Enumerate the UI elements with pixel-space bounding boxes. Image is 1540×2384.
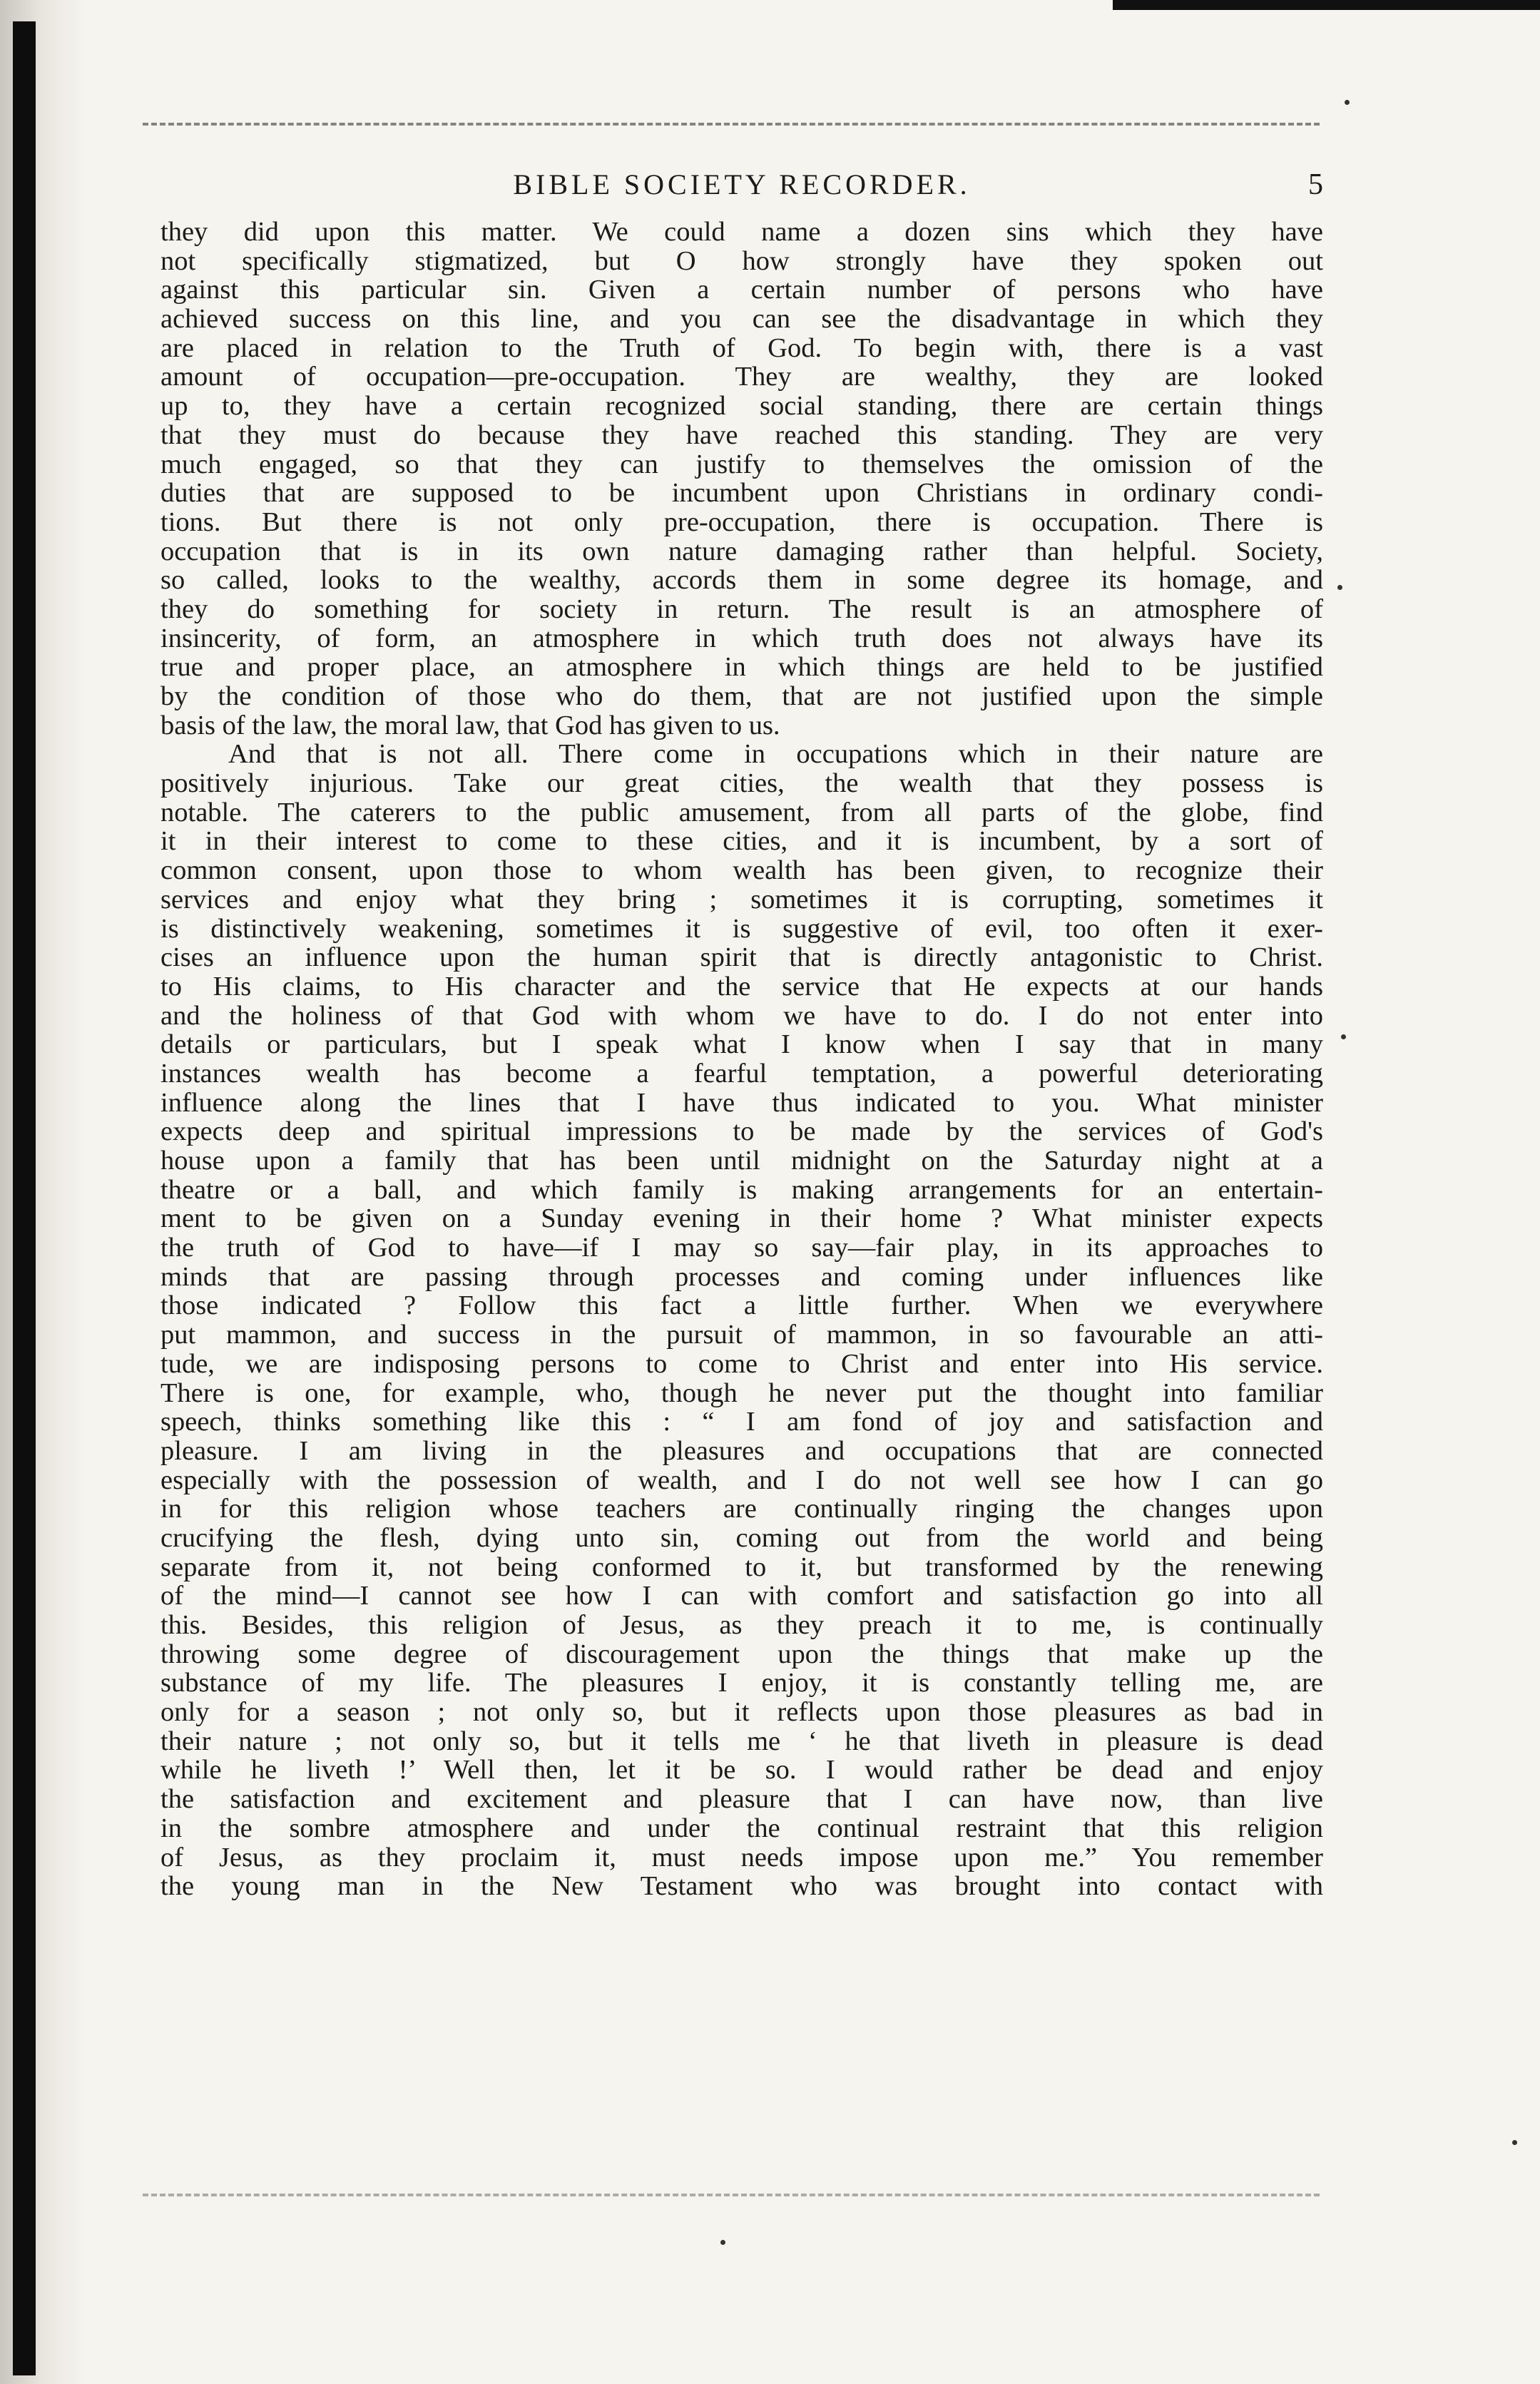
text-line: are placed in relation to the Truth of God. To begin with, there is a vast bbox=[160, 333, 1323, 363]
text-line: separate from it, not being conformed to it, but transformed by the renewing bbox=[160, 1552, 1323, 1582]
text-line: especially with the possession of wealth, and I do not well see how I can go bbox=[160, 1465, 1323, 1495]
text-line: the young man in the New Testament who was brought into contact with bbox=[160, 1872, 1323, 1901]
text-line: so called, looks to the wealthy, accords them in some degree its homage, and bbox=[160, 566, 1323, 595]
text-line: substance of my life. The pleasures I enjoy, it is constantly telling me, are bbox=[160, 1669, 1323, 1698]
book-spine-edge bbox=[13, 21, 36, 2375]
text-line: positively injurious. Take our great cities, the wealth that they possess is bbox=[160, 769, 1323, 798]
text-line: minds that are passing through processes and coming under influences like bbox=[160, 1262, 1323, 1292]
text-line: those indicated ? Follow this fact a little further. When we everywhere bbox=[160, 1291, 1323, 1321]
text-line: the satisfaction and excitement and pleasure that I can have now, than live bbox=[160, 1785, 1323, 1814]
text-line: theatre or a ball, and which family is making arrangements for an entertain- bbox=[160, 1175, 1323, 1205]
print-speck bbox=[1345, 100, 1350, 105]
text-line: put mammon, and success in the pursuit of mammon, in so favourable an atti- bbox=[160, 1320, 1323, 1350]
text-line: duties that are supposed to be incumbent upon Christians in ordinary condi- bbox=[160, 479, 1323, 508]
text-line: influence along the lines that I have thus indicated to you. What minister bbox=[160, 1088, 1323, 1118]
text-line: it in their interest to come to these cities, and it is incumbent, by a sort of bbox=[160, 827, 1323, 857]
text-line: throwing some degree of discouragement upon the things that make up the bbox=[160, 1639, 1323, 1669]
text-line: services and enjoy what they bring ; sometimes it is corrupting, sometimes it bbox=[160, 885, 1323, 915]
text-line: only for a season ; not only so, but it reflects upon those pleasures as bad in bbox=[160, 1698, 1323, 1727]
text-line: occupation that is in its own nature damaging rather than helpful. Society, bbox=[160, 536, 1323, 566]
text-line: this. Besides, this religion of Jesus, as they preach it to me, is continually bbox=[160, 1611, 1323, 1640]
text-line: house upon a family that has been until midnight on the Saturday night at a bbox=[160, 1146, 1323, 1176]
text-line: details or particulars, but I speak what I know when I say that in many bbox=[160, 1030, 1323, 1059]
running-title: BIBLE SOCIETY RECORDER. bbox=[513, 168, 971, 200]
text-line: that they must do because they have reached this standing. They are very bbox=[160, 420, 1323, 450]
page-header bbox=[160, 168, 1323, 218]
text-line: achieved success on this line, and you can see the disadvantage in which they bbox=[160, 305, 1323, 334]
print-speck bbox=[1341, 1034, 1346, 1039]
page-number: 5 bbox=[1308, 168, 1323, 201]
print-speck bbox=[720, 2240, 725, 2245]
text-line: not specifically stigmatized, but O how strongly have they spoken out bbox=[160, 246, 1323, 276]
paragraph-start-line: And that is not all. There come in occupations which in their nature are bbox=[228, 740, 1323, 770]
text-line: their nature ; not only so, but it tells me ‘ he that liveth in pleasure is dead bbox=[160, 1726, 1323, 1756]
text-line: of the mind—I cannot see how I can with comfort and satisfaction go into all bbox=[160, 1581, 1323, 1611]
text-line: There is one, for example, who, though he never put the thought into familiar bbox=[160, 1378, 1323, 1408]
text-line: common consent, upon those to whom wealth has been given, to recognize their bbox=[160, 856, 1323, 885]
text-line: notable. The caterers to the public amusement, from all parts of the globe, find bbox=[160, 798, 1323, 827]
text-line: tions. But there is not only pre-occupation, there is occupation. There is bbox=[160, 507, 1323, 537]
header-dashed-rule bbox=[143, 123, 1320, 126]
text-line: in the sombre atmosphere and under the continual restraint that this religion bbox=[160, 1813, 1323, 1843]
top-border-rule bbox=[1113, 0, 1540, 10]
text-line: crucifying the flesh, dying unto sin, coming out from the world and being bbox=[160, 1523, 1323, 1553]
text-line: is distinctively weakening, sometimes it is suggestive of evil, too often it exer- bbox=[160, 914, 1323, 944]
footer-dashed-rule bbox=[143, 2194, 1320, 2196]
text-line: of Jesus, as they proclaim it, must needs impose upon me.” You remember bbox=[160, 1843, 1323, 1873]
paragraph-end-line: basis of the law, the moral law, that God has given to us. bbox=[160, 710, 780, 740]
text-line: the truth of God to have—if I may so say—fair play, in its approaches to bbox=[160, 1233, 1323, 1263]
text-line: tude, we are indisposing persons to come to Christ and enter into His service. bbox=[160, 1349, 1323, 1379]
text-line: by the condition of those who do them, that are not justified upon the simple bbox=[160, 682, 1323, 711]
text-line: they did upon this matter. We could name a dozen sins which they have bbox=[160, 218, 1323, 247]
text-line: they do something for society in return. The result is an atmosphere of bbox=[160, 594, 1323, 624]
text-line: ment to be given on a Sunday evening in their home ? What minister expects bbox=[160, 1204, 1323, 1234]
text-line: amount of occupation—pre-occupation. They are wealthy, they are looked bbox=[160, 362, 1323, 392]
text-line: up to, they have a certain recognized social standing, there are certain things bbox=[160, 392, 1323, 421]
print-speck bbox=[1337, 585, 1342, 590]
article-body bbox=[160, 218, 1323, 1901]
text-line: speech, thinks something like this : “ I am fond of joy and satisfaction and bbox=[160, 1407, 1323, 1437]
text-line: against this particular sin. Given a certain number of persons who have bbox=[160, 275, 1323, 305]
text-line: much engaged, so that they can justify to themselves the omission of the bbox=[160, 449, 1323, 479]
page-content bbox=[160, 168, 1323, 1901]
text-line: pleasure. I am living in the pleasures and occupations that are connected bbox=[160, 1436, 1323, 1466]
print-speck bbox=[1512, 2140, 1517, 2145]
text-line: while he liveth !’ Well then, let it be so. I would rather be dead and enjoy bbox=[160, 1756, 1323, 1786]
text-line: instances wealth has become a fearful temptation, a powerful deteriorating bbox=[160, 1059, 1323, 1089]
text-line: true and proper place, an atmosphere in which things are held to be justified bbox=[160, 653, 1323, 682]
text-line: in for this religion whose teachers are continually ringing the changes upon bbox=[160, 1494, 1323, 1524]
text-line: insincerity, of form, an atmosphere in which truth does not always have its bbox=[160, 623, 1323, 653]
text-line: expects deep and spiritual impressions to be made by the services of God's bbox=[160, 1117, 1323, 1146]
text-line: cises an influence upon the human spirit that is directly antagonistic to Christ. bbox=[160, 943, 1323, 972]
text-line: to His claims, to His character and the service that He expects at our hands bbox=[160, 972, 1323, 1002]
text-line: and the holiness of that God with whom we have to do. I do not enter into bbox=[160, 1001, 1323, 1031]
